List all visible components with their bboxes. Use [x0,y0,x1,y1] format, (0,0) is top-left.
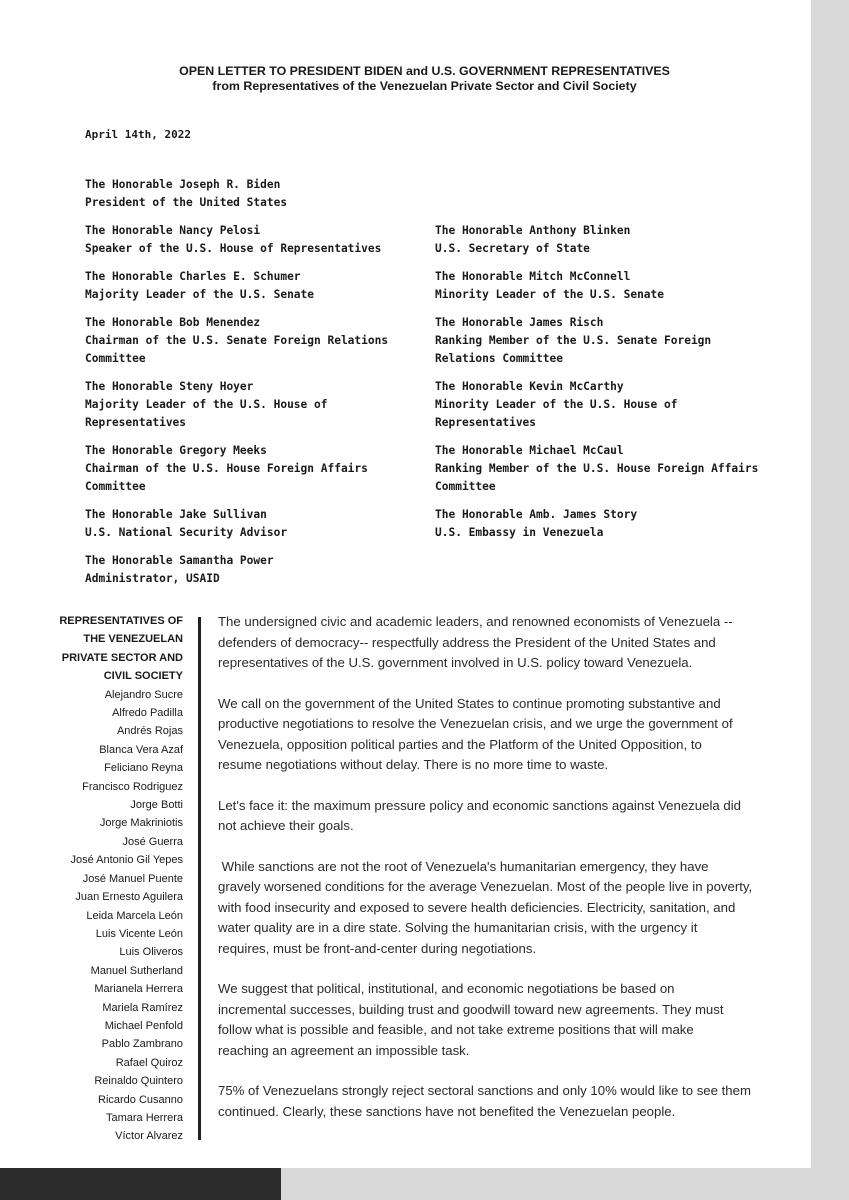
signatories-names [40,686,183,1146]
addressee-name: The Honorable Joseph R. Biden [85,178,281,191]
addressee-entry [85,552,425,588]
signatory-name: Mariela Ramírez [102,1001,183,1014]
addressee-name: The Honorable Nancy Pelosi [85,224,261,237]
title-line-2: from Representatives of the Venezuelan Private Sector and Civil Society [212,79,637,93]
body-paragraph: We call on the government of the United States to continue promoting substantive and productive negotiations to resolve the Venezuelan crisis, and we urge the government of Venezuela, opposition political parties and the Platform of the United Opposition, to resume negotiations without delay. There is no more time to waste. [218,695,733,772]
addressee-role: Minority Leader of the U.S. Senate [435,288,665,301]
addressee-role: Speaker of the U.S. House of Representatives [85,242,382,255]
signatories-header [40,612,183,686]
signatories-header-line: REPRESENTATIVES OF [59,615,183,627]
signatory-name: Alejandro Sucre [104,688,183,701]
addressee-role: Ranking Member of the U.S. Senate Foreign Relations Committee [435,334,712,365]
addressee-entry [435,314,795,368]
addressee-name: The Honorable Steny Hoyer [85,380,254,393]
signatory-name: Jorge Botti [130,799,183,812]
addressee-role: Chairman of the U.S. Senate Foreign Relations Committee [85,334,389,365]
signatory-name: José Antonio Gil Yepes [70,854,183,867]
signatory-name: Alfredo Padilla [112,707,183,720]
signatory-name: Juan Ernesto Aguilera [75,891,183,904]
signatory-name: Víctor Alvarez [115,1130,183,1143]
addressee-role: President of the United States [85,196,288,209]
addressee-entry [435,506,795,542]
addressee-entry [435,378,795,432]
addressee-name: The Honorable Michael McCaul [435,444,624,457]
signatories-header-line: THE VENEZUELAN [83,633,183,646]
addressee-name: The Honorable Bob Menendez [85,316,261,329]
signatory-name: Michael Penfold [104,1019,183,1032]
addressee-entry [435,442,795,496]
addressee-entry [85,268,425,304]
signatory-name: Francisco Rodriguez [82,780,183,793]
signatory-name: Blanca Vera Azaf [99,743,183,756]
addressee-entry [435,222,795,258]
signatories-header-line: CIVIL SOCIETY [103,670,183,683]
signatory-name: Luis Vicente León [95,927,183,940]
signatory-name: José Manuel Puente [82,872,183,885]
signatory-name: Pablo Zambrano [101,1038,183,1051]
body-paragraph: The undersigned civic and academic leaders, and renowned economists of Venezuela -- defenders of democracy-- respectfully address the President of the United States and representatives of the U.S. government involved in U.S. policy toward Venezuela. [218,614,733,670]
addressee-name: The Honorable Kevin McCarthy [435,380,624,393]
addressee-role: Majority Leader of the U.S. House of Representatives [85,398,328,429]
letter-date: April 14th, 2022 [85,128,191,141]
title-line-1: OPEN LETTER TO PRESIDENT BIDEN and U.S. GOVERNMENT REPRESENTATIVES [179,64,670,78]
addressee-role: Ranking Member of the U.S. House Foreign Affairs Committee [435,462,759,493]
signatory-name: Andrés Rojas [116,725,183,738]
body-paragraph: While sanctions are not the root of Venezuela's humanitarian emergency, they have gravely worsened conditions for the average Venezuelan. Most of the people live in poverty, with food insecurity and exposed to severe health deficiencies. Electricity, sanitation, and water quality are in a dire state. Solving the humanitarian crisis, with the urgency it requires, must be front-and-center during negotiations. [218,858,753,956]
signatory-name: Ricardo Cusanno [98,1093,183,1106]
addressee-entry [85,506,425,542]
signatory-name: Manuel Sutherland [90,964,183,977]
signatory-name: Luis Oliveros [119,946,183,959]
addressee-name: The Honorable Gregory Meeks [85,444,267,457]
signatory-name: Leida Marcela León [86,909,183,922]
column-divider [198,617,201,1140]
signatory-name: Jorge Makriniotis [99,817,183,830]
addressee-column-left [85,176,425,598]
signatory-name: Tamara Herrera [105,1111,183,1124]
signatories-list [40,612,183,1146]
addressee-role: Minority Leader of the U.S. House of Representatives [435,398,678,429]
addressee-entry [85,314,425,368]
addressee-role: U.S. National Security Advisor [85,526,288,539]
addressee-role: Administrator, USAID [85,572,220,585]
addressee-name: The Honorable Amb. James Story [435,508,638,521]
addressee-role: Chairman of the U.S. House Foreign Affairs Committee [85,462,368,493]
addressee-entry [435,268,795,304]
addressee-role: U.S. Secretary of State [435,242,590,255]
addressee-name: The Honorable Samantha Power [85,554,274,567]
addressee-name: The Honorable Mitch McConnell [435,270,631,283]
body-paragraph: 75% of Venezuelans strongly reject sectoral sanctions and only 10% would like to see them continued. Clearly, these sanctions have not benefited the Venezuelan people. [218,1083,751,1119]
addressee-column-right [435,222,795,552]
letter-body [218,612,776,1142]
signatory-name: Feliciano Reyna [104,762,183,775]
signatory-name: José Guerra [122,835,183,848]
addressee-name: The Honorable Charles E. Schumer [85,270,301,283]
addressee-role: Majority Leader of the U.S. Senate [85,288,315,301]
addressee-entry [85,442,425,496]
footer-bar-dark [0,1168,281,1200]
body-paragraph: Let's face it: the maximum pressure policy and economic sanctions against Venezuela did not achieve their goals. [218,797,741,833]
addressee-entry [85,378,425,432]
addressee-name: The Honorable James Risch [435,316,604,329]
signatories-header-line: PRIVATE SECTOR AND [61,651,183,664]
letter-title [0,64,849,94]
signatory-name: Rafael Quiroz [115,1056,183,1069]
addressee-name: The Honorable Jake Sullivan [85,508,267,521]
addressee-role: U.S. Embassy in Venezuela [435,526,604,539]
addressee-entry [85,176,425,212]
signatory-name: Reinaldo Quintero [94,1075,183,1088]
footer-bar-light [281,1168,849,1200]
signatory-name: Marianela Herrera [94,983,183,996]
addressee-entry [85,222,425,258]
body-paragraph: We suggest that political, institutional, and economic negotiations be based on incremental successes, building trust and goodwill toward new agreements. They must follow what is possible and feasible, and not take extreme positions that will make reaching an agreement an impossible task. [218,981,724,1058]
addressee-name: The Honorable Anthony Blinken [435,224,631,237]
page-side-strip [811,0,849,1168]
